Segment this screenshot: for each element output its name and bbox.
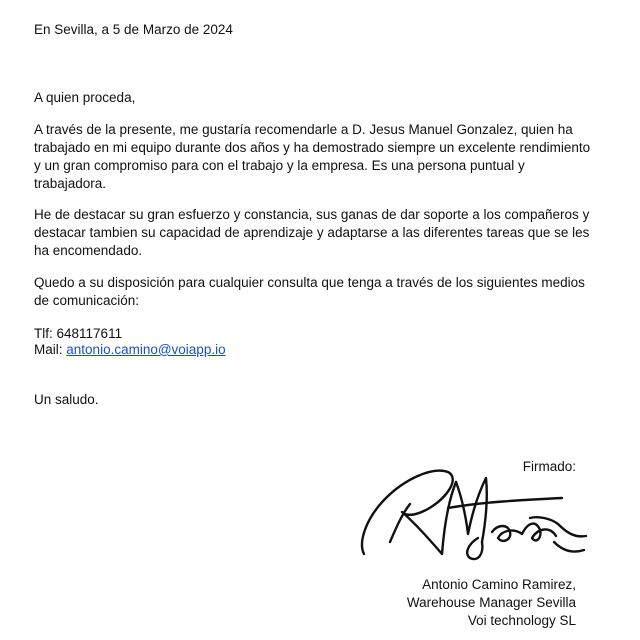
place-date: En Sevilla, a 5 de Marzo de 2024: [34, 22, 233, 37]
greeting: A quien proceda,: [34, 90, 136, 105]
phone-number: 648117611: [56, 326, 123, 341]
signer-name: Antonio Camino Ramirez,: [422, 577, 576, 592]
mail-link[interactable]: antonio.camino@voiapp.io: [66, 342, 226, 357]
closing: Un saludo.: [34, 392, 99, 407]
mail-line: [34, 341, 226, 359]
signer-company: Voi technology SL: [467, 613, 576, 628]
mail-label: Mail:: [34, 342, 63, 357]
paragraph-recommendation: A través de la presente, me gustaría recomendarle a D. Jesus Manuel Gonzalez, quien ha trabajado en mi equipo durante dos años y ha demostrado siempre un excelente rendimiento y un gran compromiso para con el trabajo y la empresa. Es una persona puntual y trabajadora.: [34, 122, 591, 191]
paragraph-availability: Quedo a su disposición para cualquier consulta que tenga a través de los siguientes medios de comunicación:: [34, 275, 585, 308]
signed-label: Firmado:: [522, 459, 576, 474]
signer-role: Warehouse Manager Sevilla: [406, 595, 576, 610]
handwritten-signature: [352, 458, 602, 570]
paragraph-highlights: He de destacar su gran esfuerzo y constancia, sus ganas de dar soporte a los compañeros y destacar tambien su capacidad de aprendizaje y adaptarse a las diferentes tareas que se les ha encomendado.: [34, 207, 590, 258]
phone-label: Tlf:: [34, 326, 53, 341]
